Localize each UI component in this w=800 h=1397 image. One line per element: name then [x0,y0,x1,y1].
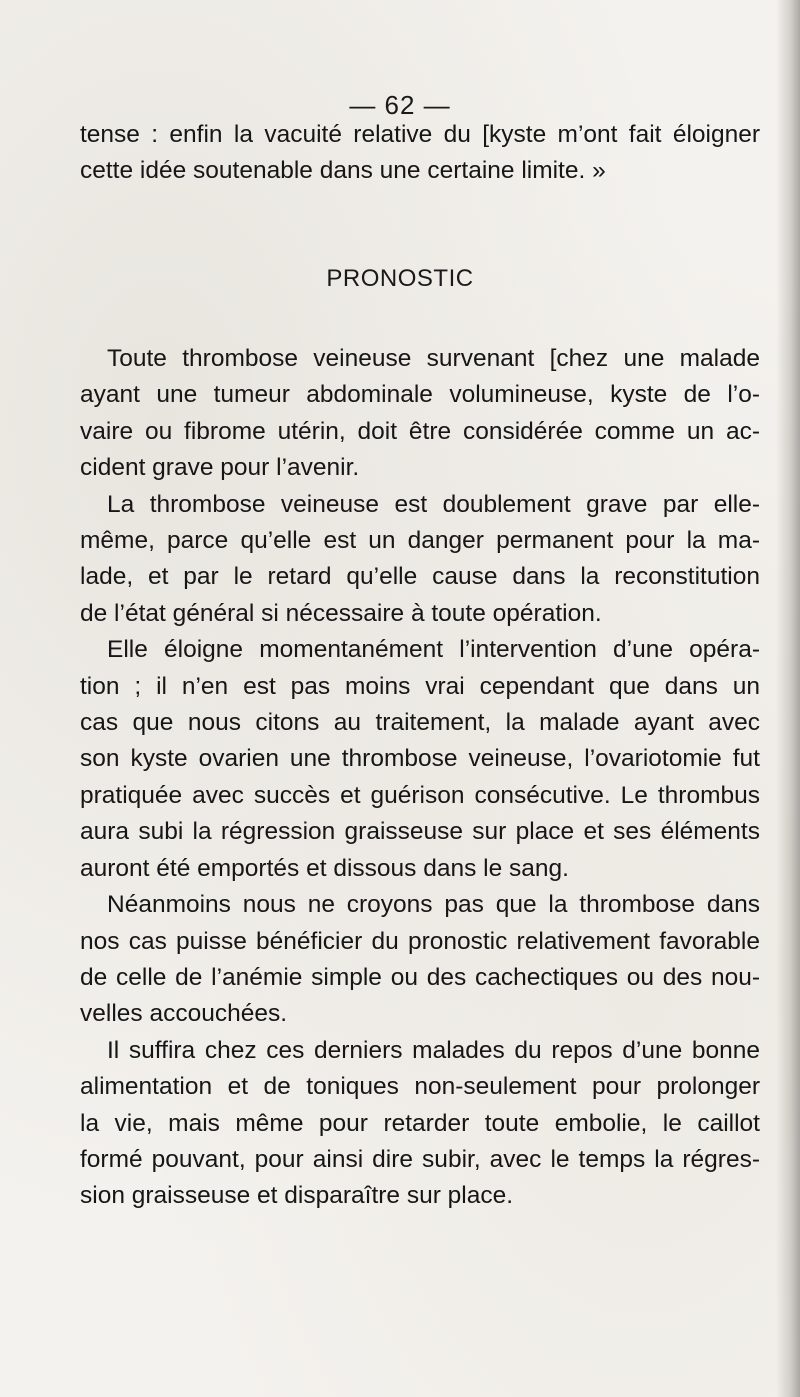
text-line: Il suffira chez ces derniers malades du repos d’une bonne [107,1036,760,1064]
text-line: Elle éloigne momentanément l’intervention d’une opéra- [107,636,760,664]
text-line: Toute thrombose veineuse survenant [chez une malade [107,345,760,372]
text-line: formé pouvant, pour ainsi dire subir, avec le temps la régres- [80,1145,760,1173]
text-line: aura subi la régression graisseuse sur place et ses éléments [80,818,760,846]
text-line: de celle de l’anémie simple ou des cachectiques ou des nou- [80,963,760,991]
paragraph [80,632,760,887]
text-line: lade, et par le retard qu’elle cause dans la reconstitution [80,563,760,591]
paragraph [80,1033,760,1215]
paragraph [80,887,760,1033]
text-line: de l’état général si nécessaire à toute opération. [80,599,602,627]
section-heading: PRONOSTIC [326,265,474,292]
text-line: auront été emportés et dissous dans le sang. [80,854,569,882]
text-line: cident grave pour l’avenir. [80,454,360,482]
text-line: velles accouchées. [80,1000,288,1028]
body-text [80,341,760,1215]
text-line: cette idée soutenable dans une certaine limite. » [80,157,606,185]
text-line: vaire ou fibrome utérin, doit être considérée comme un ac- [80,417,760,445]
text-line: cas que nous citons au traitement, la malade ayant avec [80,709,760,737]
text-line: nos cas puisse bénéficier du pronostic relativement favorable [80,927,760,955]
paragraph [80,341,760,487]
text-line: sion graisseuse et disparaître sur place. [80,1182,514,1210]
text-line: tense : enfin la vacuité relative du [kyste m’ont fait éloigner [80,121,760,148]
page-number: — 62 — [349,90,451,120]
text-line: même, parce qu’elle est un danger permanent pour la ma- [80,527,760,555]
intro-text [80,117,760,190]
text-line: tion ; il n’en est pas moins vrai cependant que dans un [80,672,760,700]
text-line: pratiquée avec succès et guérison consécutive. Le thrombus [80,781,760,809]
text-line: alimentation et de toniques non-seulement pour prolonger [80,1073,760,1101]
page-edge-shadow [776,0,800,1397]
text-line: ayant une tumeur abdominale volumineuse, kyste de l’o- [80,381,760,409]
text-line: La thrombose veineuse est doublement grave par elle- [107,490,760,518]
text-line: la vie, mais même pour retarder toute embolie, le caillot [80,1109,760,1137]
text-line: son kyste ovarien une thrombose veineuse, l’ovariotomie fut [80,745,760,773]
text-line: Néanmoins nous ne croyons pas que la thrombose dans [107,891,760,919]
paragraph [80,487,760,633]
